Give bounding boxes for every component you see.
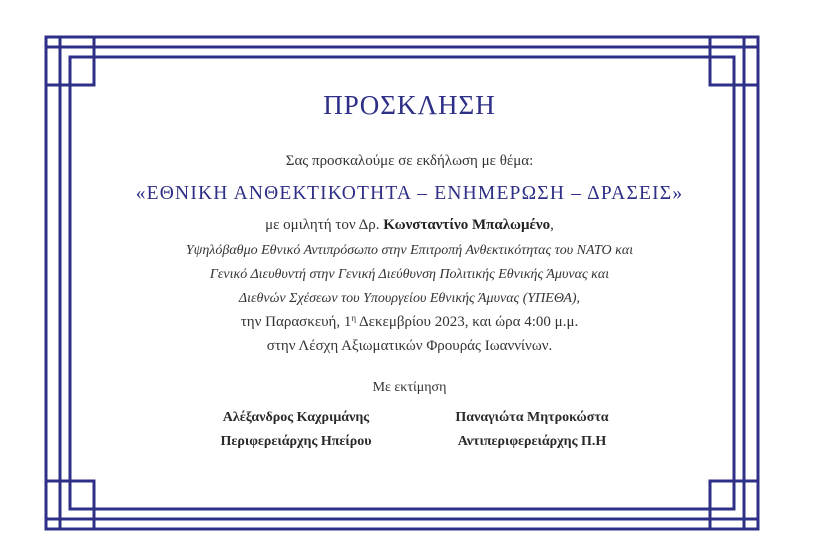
event-place: στην Λέσχη Αξιωματικών Φρουράς Ιωαννίνων. <box>266 338 553 354</box>
speaker-title-line-1: Υψηλόβαθμο Εθνικό Αντιπρόσωπο στην Επιτροπή Ανθεκτικότητας του ΝΑΤΟ και <box>185 243 634 258</box>
border-inner-frame <box>70 57 734 509</box>
signatory-left <box>196 410 396 454</box>
speaker-title-line-3: Διεθνών Σχέσεων του Υπουργείου Εθνικής Άμυνας (ΥΠΕΘΑ), <box>238 291 581 306</box>
event-date <box>0 314 819 331</box>
event-subject: «ΕΘΝΙΚΗ ΑΝΘΕΚΤΙΚΟΤΗΤΑ – ΕΝΗΜΕΡΩΣΗ – ΔΡΑΣΕΙΣ» <box>135 183 684 204</box>
signatory-name: Αλέξανδρος Καχριμάνης <box>222 410 370 425</box>
signatory-name: Παναγιώτα Μητροκώστα <box>455 410 609 425</box>
date-superscript: η <box>351 313 357 323</box>
date-suffix: Δεκεμβρίου 2023, και ώρα 4:00 μ.μ. <box>356 314 579 330</box>
date-prefix: την Παρασκευή, 1 <box>240 314 352 330</box>
signatory-role: Περιφερειάρχης Ηπείρου <box>220 434 372 449</box>
invitation-intro: Σας προσκαλούμε σε εκδήλωση με θέμα: <box>285 153 534 169</box>
speaker-suffix: , <box>550 217 554 233</box>
invitation-title: ΠΡΟΣΚΛΗΣΗ <box>323 90 496 120</box>
closing-phrase: Με εκτίμηση <box>372 380 447 395</box>
speaker-name: Κωνσταντίνο Μπαλωμένο <box>383 217 551 233</box>
speaker-line <box>0 217 819 234</box>
speaker-prefix: με ομιλητή τον Δρ. <box>265 217 384 233</box>
signatory-right <box>432 410 632 454</box>
speaker-title-line-2: Γενικό Διευθυντή στην Γενική Διεύθυνση Πολιτικής Εθνικής Άμυνας και <box>209 267 610 282</box>
signatory-role: Αντιπεριφερειάρχης Π.Η <box>457 434 607 449</box>
